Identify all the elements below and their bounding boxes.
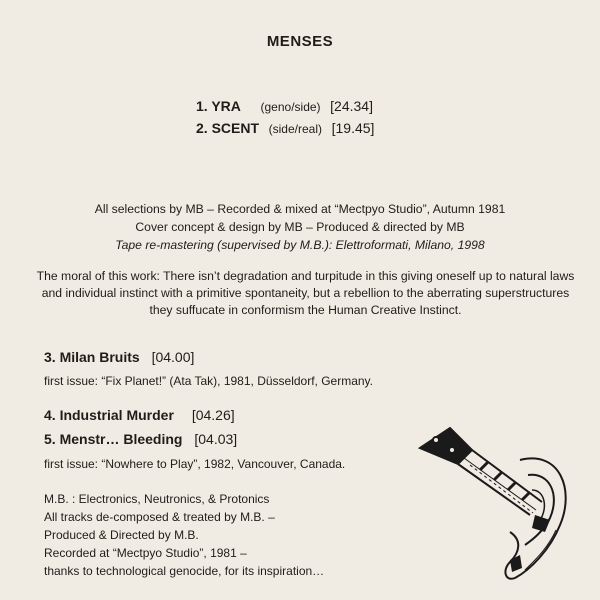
moral-statement: The moral of this work: There isn’t degradation and turpitude in this giving oneself up to natural laws and individual instinct with a primitive spontaneity, but a rebellion to the aberrating superstructures they suffucate in conformism the Human Creative Instinct. [36,269,575,317]
track-duration: [24.34] [330,98,373,114]
track-entry-industrial-murder [44,407,235,423]
track-entry-menstr-bleeding [44,431,237,447]
track-title: 3. Milan Bruits [44,349,140,365]
outro-line: M.B. : Electronics, Neutronics, & Protonics [44,492,270,506]
release-note: first issue: “Fix Planet!” (Ata Tak), 1981, Düsseldorf, Germany. [44,374,374,388]
credits-line: Cover concept & design by MB – Produced & directed by MB [135,220,465,234]
outro-line: Recorded at “Mectpyo Studio”, 1981 – [44,546,247,560]
track-title: 5. Menstr… Bleeding [44,431,183,447]
outro-credits [44,490,324,580]
outro-line: thanks to technological genocide, for its inspiration… [44,564,325,578]
track-title: 2. SCENT [196,120,260,136]
track-entry-milan-bruits [44,349,194,365]
track-duration: [04.00] [151,349,195,365]
credits-line-remaster: Tape re-mastering (supervised by M.B.): Elettroformati, Milano, 1998 [115,238,485,252]
track-duration: [04.26] [191,407,235,423]
credits-line: All selections by MB – Recorded & mixed at “Mectpyo Studio”, Autumn 1981 [94,202,506,216]
track-title: 1. YRA [196,98,241,114]
track-duration: [04.03] [194,431,238,447]
track-entry-scent [196,120,374,136]
track-duration: [19.45] [331,120,375,136]
track-title: 4. Industrial Murder [44,407,174,423]
credits-block [0,200,600,254]
album-title: MENSES [266,33,334,50]
ear-guitar-illustration [410,420,580,590]
outro-line: All tracks de-composed & treated by M.B. – [44,510,275,524]
release-note: first issue: “Nowhere to Play”, 1982, Vancouver, Canada. [44,457,346,471]
track-subtitle: (geno/side) [260,100,321,114]
track-entry-yra [196,98,373,114]
track-subtitle: (side/real) [268,122,322,136]
outro-line: Produced & Directed by M.B. [44,528,199,542]
